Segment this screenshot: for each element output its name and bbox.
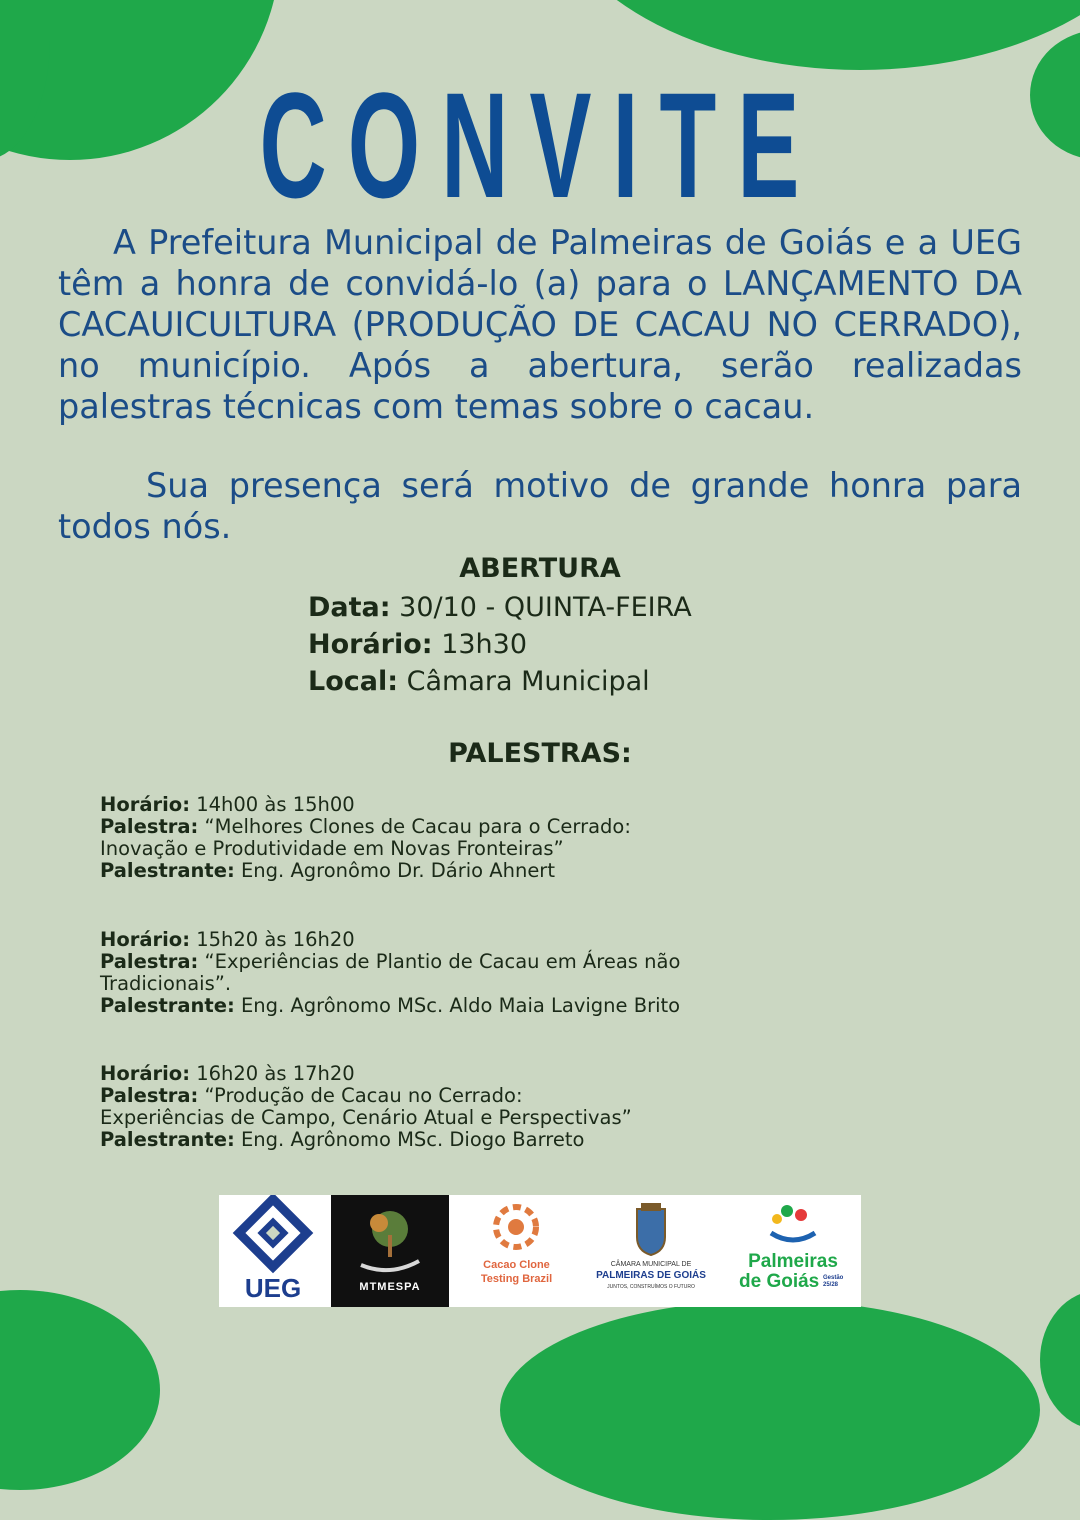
talk-item — [100, 929, 800, 1017]
palmeiras-de-goias-logo — [725, 1195, 861, 1307]
municipal-crest-icon — [581, 1195, 721, 1307]
talk-speaker-label: Palestrante: — [100, 859, 235, 882]
place-value: Câmara Municipal — [406, 666, 650, 697]
sponsor-logos-strip — [219, 1195, 861, 1307]
camara-logo-line3: JUNTOS, CONSTRUÍMOS O FUTURO — [607, 1284, 695, 1290]
bottom-center-shape — [500, 1300, 1040, 1520]
talk-item — [100, 794, 800, 882]
right-edge-shape — [1030, 30, 1080, 160]
cacao-flower-icon — [454, 1195, 579, 1307]
talk-time-label: Horário: — [100, 1062, 190, 1085]
talk-time-label: Horário: — [100, 793, 190, 816]
camara-logo — [581, 1195, 721, 1307]
talk-time: 15h20 às 16h20 — [196, 928, 355, 951]
invitation-paragraph: A Prefeitura Municipal de Palmeiras de Goiás e a UEG têm a honra de convidá-lo (a) para o LANÇAMENTO DA CACAUICULTURA (PRODUÇÃO DE CACAU NO CERRADO), no município. Após a abertura, serão realizadas palestras técnicas com temas sobre o cacau. — [58, 223, 1022, 426]
time-value: 13h30 — [441, 629, 528, 660]
bottom-right-shape — [1040, 1290, 1080, 1430]
date-value: 30/10 - QUINTA-FEIRA — [399, 592, 692, 623]
talk-speaker: Eng. Agrônomo MSc. Aldo Maia Lavigne Brito — [240, 994, 681, 1017]
time-label: Horário: — [308, 629, 433, 660]
ueg-logo-text: UEG — [244, 1273, 302, 1303]
talk-speaker: Eng. Agronômo Dr. Dário Ahnert — [240, 859, 555, 882]
abertura-date — [308, 592, 692, 623]
cacao-logo-line2: Testing Brazil — [480, 1273, 553, 1285]
talk-time: 14h00 às 15h00 — [196, 793, 355, 816]
talk-title-line1: “Produção de Cacau no Cerrado: — [204, 1084, 523, 1107]
talk-title-line1: “Melhores Clones de Cacau para o Cerrado: — [204, 815, 631, 838]
palmeiras-logo-line2: de Goiás — [739, 1271, 820, 1292]
talk-speaker: Eng. Agrônomo MSc. Diogo Barreto — [240, 1128, 585, 1151]
mtmespa-logo — [331, 1195, 449, 1307]
camara-logo-line2: PALMEIRAS DE GOIÁS — [596, 1270, 706, 1281]
talk-title-line2: Experiências de Campo, Cenário Atual e Perspectivas” — [100, 1106, 632, 1129]
palmeiras-gestao-tag: Gestão 25/28 — [823, 1275, 844, 1288]
talk-title-label: Palestra: — [100, 815, 199, 838]
page-title: CONVITE — [259, 61, 821, 229]
ueg-logo — [219, 1195, 327, 1307]
palmeiras-logo-line1: Palmeiras — [748, 1251, 838, 1272]
abertura-heading: ABERTURA — [459, 553, 621, 584]
cacao-clone-logo — [454, 1195, 579, 1307]
talk-title-line1: “Experiências de Plantio de Cacau em Áreas não — [204, 950, 681, 973]
presence-paragraph: Sua presença será motivo de grande honra para todos nós. — [58, 466, 1022, 546]
abertura-time — [308, 629, 527, 660]
talk-item — [100, 1063, 800, 1151]
top-right-shape — [540, 0, 1080, 70]
date-label: Data: — [308, 592, 391, 623]
palestras-heading: PALESTRAS: — [448, 738, 632, 769]
mtmespa-logo-text: MTMESPA — [359, 1281, 421, 1293]
talk-title-line2: Tradicionais”. — [100, 972, 232, 995]
talk-title-line2: Inovação e Produtividade em Novas Fronteiras” — [100, 837, 564, 860]
place-label: Local: — [308, 666, 399, 697]
talk-time: 16h20 às 17h20 — [196, 1062, 355, 1085]
camara-logo-line1: CÂMARA MUNICIPAL DE — [610, 1261, 692, 1268]
cacao-logo-line1: Cacao Clone — [483, 1259, 550, 1271]
bottom-left-shape — [0, 1290, 160, 1490]
talk-title-label: Palestra: — [100, 1084, 199, 1107]
talk-title-label: Palestra: — [100, 950, 199, 973]
talk-speaker-label: Palestrante: — [100, 994, 235, 1017]
talk-time-label: Horário: — [100, 928, 190, 951]
talk-speaker-label: Palestrante: — [100, 1128, 235, 1151]
abertura-place — [308, 666, 650, 697]
